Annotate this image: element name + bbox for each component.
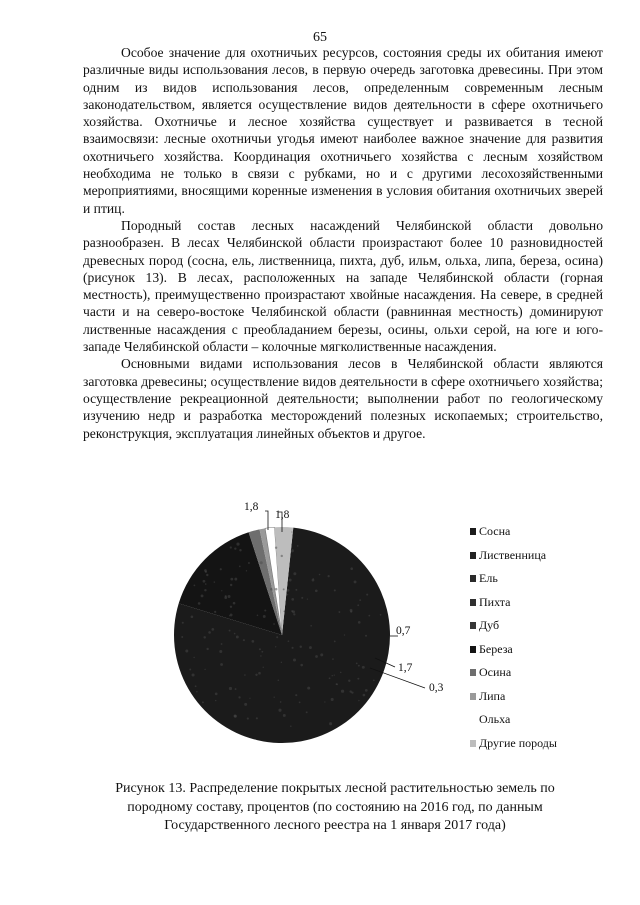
scan-noise: [205, 571, 207, 573]
scan-noise: [201, 594, 204, 597]
scan-noise: [191, 615, 194, 618]
scan-noise: [203, 636, 205, 638]
scan-noise: [334, 589, 336, 591]
scan-noise: [295, 589, 297, 591]
scan-noise: [299, 701, 301, 703]
scan-noise: [291, 598, 294, 601]
scan-noise: [230, 546, 232, 548]
scan-noise: [338, 611, 340, 613]
scan-noise: [273, 623, 275, 625]
scan-noise: [185, 649, 188, 652]
pie-chart-svg: [170, 500, 470, 760]
scan-noise: [219, 650, 222, 653]
scan-noise: [283, 588, 285, 590]
pie-chart: [170, 500, 590, 760]
scan-noise: [202, 701, 204, 703]
legend-item: [470, 520, 557, 544]
scan-noise: [336, 683, 338, 685]
scan-noise: [239, 565, 241, 567]
scan-noise: [373, 679, 375, 681]
scan-noise: [263, 615, 266, 618]
legend-swatch: [470, 646, 476, 653]
scan-noise: [211, 628, 214, 631]
scan-noise: [315, 655, 318, 658]
scan-noise: [221, 643, 223, 645]
scan-noise: [206, 574, 208, 576]
scan-noise: [334, 641, 336, 643]
scan-noise: [230, 584, 232, 586]
scan-noise: [261, 651, 263, 653]
scan-noise: [344, 634, 345, 635]
scan-noise: [357, 678, 359, 680]
scan-noise: [281, 555, 283, 557]
scan-noise: [221, 590, 222, 591]
scan-noise: [334, 674, 335, 675]
scan-noise: [358, 621, 361, 624]
legend-item: [470, 567, 557, 591]
scan-noise: [259, 648, 261, 650]
scan-noise: [357, 604, 359, 606]
scan-noise: [276, 636, 278, 638]
scan-noise: [293, 613, 295, 615]
scan-noise: [278, 709, 281, 712]
legend-label: Дуб: [479, 618, 500, 632]
scan-noise: [356, 663, 358, 665]
scan-noise: [244, 674, 246, 676]
scan-noise: [319, 574, 321, 576]
scan-noise: [289, 579, 292, 582]
scan-noise: [287, 589, 290, 592]
scan-noise: [275, 588, 278, 591]
scan-noise: [275, 646, 276, 647]
data-label: 0,7: [396, 625, 411, 637]
legend-label: Береза: [479, 641, 513, 656]
scan-noise: [192, 673, 195, 676]
legend-label: Сосна: [479, 524, 511, 538]
data-label: 0,3: [429, 682, 444, 694]
scan-noise: [235, 688, 237, 690]
legend-label: Липа: [479, 688, 506, 703]
scan-noise: [341, 690, 344, 693]
chart-legend: [470, 520, 557, 755]
scan-noise: [365, 689, 368, 692]
scan-noise: [257, 615, 259, 617]
scan-noise: [300, 664, 303, 667]
scan-noise: [260, 561, 263, 564]
scan-noise: [230, 578, 233, 581]
legend-swatch: [470, 622, 476, 629]
paragraph: Основными видами использования лесов в Челябинской области являются заготовка древесины; осуществление видов деятельности в сфере охотничьего хозяйства; осуществление рекреационной деятельности; выполнении работ по геологическому изучению недр и разработка месторождений полезных ископаемых; строительство, реконструкция, эксплуатация линейных объектов и другое.: [83, 356, 603, 441]
scan-noise: [258, 672, 261, 675]
scan-noise: [365, 635, 367, 637]
legend-label: Осина: [479, 665, 512, 679]
data-label: 1,7: [398, 662, 413, 674]
scan-noise: [205, 583, 207, 585]
scan-noise: [290, 726, 291, 727]
scan-noise: [244, 703, 247, 706]
legend-swatch: [470, 528, 476, 535]
scan-noise: [288, 640, 290, 642]
scan-noise: [255, 674, 257, 676]
scan-noise: [206, 648, 208, 650]
body-text: [83, 44, 603, 442]
scan-noise: [297, 545, 299, 547]
scan-noise: [307, 598, 308, 599]
scan-noise: [315, 589, 318, 592]
scan-noise: [301, 597, 303, 599]
scan-noise: [283, 714, 286, 717]
scan-noise: [229, 687, 232, 690]
scan-noise: [264, 609, 266, 611]
scan-noise: [306, 711, 308, 713]
scan-noise: [331, 698, 334, 701]
scan-noise: [214, 611, 216, 613]
scan-noise: [291, 610, 293, 612]
scan-noise: [239, 549, 241, 551]
scan-noise: [292, 647, 294, 649]
scan-noise: [329, 722, 332, 725]
legend-item: [470, 685, 557, 709]
scan-noise: [380, 614, 382, 616]
scan-noise: [287, 594, 288, 595]
scan-noise: [220, 663, 223, 666]
scan-noise: [350, 610, 352, 612]
scan-noise: [234, 715, 237, 718]
scan-noise: [359, 599, 361, 601]
scan-noise: [275, 547, 277, 549]
scan-noise: [215, 700, 216, 701]
scan-noise: [238, 696, 240, 698]
scan-noise: [195, 685, 197, 687]
data-label: 1,8: [275, 509, 290, 521]
legend-label: Пихта: [479, 594, 511, 609]
scan-noise: [350, 567, 353, 570]
paragraph: Особое значение для охотничьих ресурсов, состояния среды их обитания имеют различные виды использования лесов, в первую очередь заготовка древесины. При этом одним из видов использования лесов, определенным современным лесным законодательством, является осуществление видов деятельности в сфере охотничьего хозяйства. Охотничье и лесное хозяйства существует и развивается в тесной взаимосвязи: лесные охотничьи угодья имеют наиболее важное значение для развития охотничьего хозяйства. Координация охотничьего хозяйства с лесным хозяйством необходима не только в связи с рубками, но и с другими лесохозяйственными мероприятиями, вносящими коренные изменения в условия обитания охотничьих зверей и птиц.: [83, 45, 603, 216]
scan-noise: [307, 687, 310, 690]
scan-noise: [293, 658, 296, 661]
scan-noise: [246, 570, 247, 571]
scan-noise: [204, 589, 206, 591]
legend-swatch: [470, 599, 476, 606]
scan-noise: [358, 700, 359, 701]
scan-noise: [363, 694, 366, 697]
legend-item: [470, 614, 557, 638]
scan-noise: [340, 672, 342, 674]
legend-swatch: [470, 693, 476, 700]
scan-noise: [208, 631, 211, 634]
scan-noise: [270, 588, 273, 591]
scan-noise: [234, 633, 236, 635]
legend-label: Ольха: [479, 712, 511, 726]
scan-noise: [362, 666, 365, 669]
scan-noise: [233, 602, 236, 605]
scan-noise: [181, 636, 183, 638]
scan-noise: [324, 701, 325, 702]
scan-noise: [329, 677, 331, 679]
scan-noise: [332, 675, 333, 676]
leader-line: [265, 511, 268, 530]
scan-noise: [252, 640, 255, 643]
scan-noise: [358, 665, 360, 667]
legend-label: Ель: [479, 571, 498, 585]
scan-noise: [309, 646, 312, 649]
scan-noise: [215, 693, 218, 696]
legend-item: [470, 708, 557, 732]
scan-noise: [366, 594, 368, 596]
legend-label: Другие породы: [479, 735, 557, 750]
legend-label: Лиственница: [479, 547, 547, 562]
scan-noise: [312, 578, 313, 579]
scan-noise: [332, 658, 334, 660]
scan-noise: [193, 657, 194, 658]
legend-item: [470, 591, 557, 615]
scan-noise: [274, 697, 275, 698]
scan-noise: [236, 542, 239, 545]
scan-noise: [247, 718, 249, 720]
figure-caption: Рисунок 13. Распределение покрытых лесной растительностью земель по породному составу, процентов (по состоянию на 2016 год, по данным Государственного лесного реестра на 1 января 2017 года): [115, 781, 555, 833]
scan-noise: [348, 680, 350, 682]
scan-noise: [260, 655, 261, 656]
paragraph: Породный состав лесных насаждений Челябинской области довольно разнообразен. В лесах Челябинской области произрастают более 10 разновидностей древесных пород (сосна, ель, лиственница, пихта, дуб, ильм, ольха, липа, береза, осина) (рисунок 13). В лесах, расположенных на западе Челябинской области (горная местность), преимущественно произрастают хвойные насаждения. На севере, в средней части и на северо-востоке Челябинской области (равнинная местность) доминируют лиственные насаждения с преобладанием березы, осины, ольхи серой, на юге и юго-западе Челябинской области – колочные мягколиственные насаждения.: [83, 217, 603, 355]
legend-item: [470, 732, 557, 756]
scan-noise: [295, 694, 297, 696]
scan-noise: [220, 568, 222, 570]
scan-noise: [278, 679, 280, 681]
legend-item: [470, 638, 557, 662]
scan-noise: [293, 572, 296, 575]
scan-noise: [198, 602, 201, 605]
scan-noise: [243, 639, 245, 641]
scan-noise: [229, 615, 230, 616]
scan-noise: [328, 575, 330, 577]
legend-swatch: [470, 669, 476, 676]
legend-swatch: [470, 575, 476, 582]
scan-noise: [189, 669, 191, 671]
scan-noise: [196, 691, 197, 692]
scan-noise: [225, 595, 227, 597]
scan-noise: [354, 580, 357, 583]
scan-noise: [182, 622, 184, 624]
scan-noise: [291, 549, 294, 552]
scan-noise: [300, 645, 302, 647]
scan-noise: [281, 662, 282, 663]
legend-swatch: [470, 552, 476, 559]
scan-noise: [229, 630, 231, 632]
scan-noise: [263, 667, 264, 668]
scan-noise: [234, 578, 237, 581]
scan-noise: [236, 636, 239, 639]
scan-noise: [228, 595, 231, 598]
scan-noise: [310, 625, 312, 627]
scan-noise: [320, 653, 323, 656]
scan-noise: [349, 690, 351, 692]
page-number: 65: [313, 30, 327, 45]
data-label: 1,8: [244, 501, 259, 513]
legend-item: [470, 661, 557, 685]
scan-noise: [234, 547, 236, 549]
legend-item: [470, 544, 557, 568]
pie-slices: [174, 527, 390, 743]
scan-noise: [249, 698, 250, 699]
scan-noise: [204, 669, 205, 670]
scan-noise: [230, 606, 232, 608]
scan-noise: [291, 531, 292, 532]
scan-noise: [280, 701, 282, 703]
scan-noise: [203, 580, 206, 583]
scan-noise: [194, 585, 196, 587]
scan-noise: [256, 717, 258, 719]
scan-noise: [214, 581, 215, 582]
scan-noise: [283, 611, 284, 612]
scan-noise: [368, 615, 370, 617]
scan-noise: [248, 562, 250, 564]
legend-swatch: [470, 740, 476, 747]
